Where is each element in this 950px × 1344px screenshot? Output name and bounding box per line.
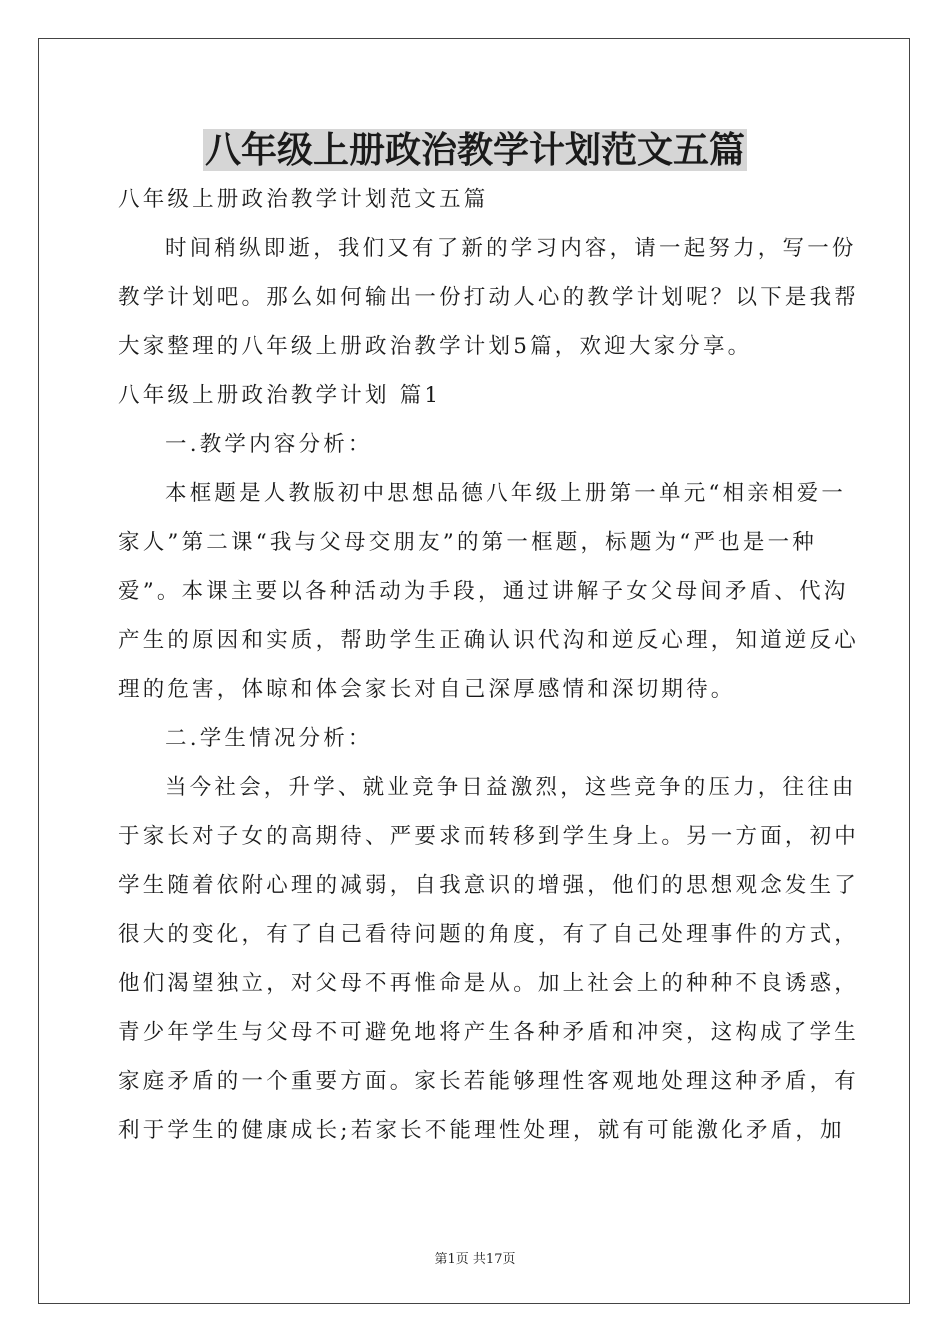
content-analysis-line: 本框题是人教版初中思想品德八年级上册第一单元“相亲相爱一 [165,481,847,506]
content-analysis-line: 理的危害，体晾和体会家长对自己深厚感情和深切期待。 [118,677,736,702]
document-body [118,175,860,1155]
document-subtitle: 八年级上册政治教学计划范文五篇 [118,187,489,212]
student-analysis-line: 利于学生的健康成长;若家长不能理性处理，就有可能激化矛盾，加 [118,1118,845,1143]
content-analysis-line: 家人”第二课“我与父母交朋友”的第一框题，标题为“严也是一种 [118,530,817,555]
content-analysis-line: 爱”。本课主要以各种活动为手段，通过讲解子女父母间矛盾、代沟 [118,579,849,604]
page-number: 第1页 共17页 [434,1252,516,1267]
student-analysis-line: 当今社会，升学、就业竞争日益激烈，这些竞争的压力，往往由 [165,775,857,800]
section-heading: 八年级上册政治教学计划 篇1 [118,383,442,408]
student-analysis-line: 家庭矛盾的一个重要方面。家长若能够理性客观地处理这种矛盾，有 [118,1069,860,1094]
heading-content-analysis: 一.教学内容分析： [165,432,373,457]
student-analysis-line: 于家长对子女的高期待、严要求而转移到学生身上。另一方面，初中 [118,824,860,849]
heading-student-analysis: 二.学生情况分析： [165,726,373,751]
page-footer [0,1248,950,1267]
student-analysis-line: 很大的变化，有了自己看待问题的角度，有了自己处理事件的方式， [118,922,860,947]
intro-line: 教学计划吧。那么如何输出一份打动人心的教学计划呢？以下是我帮 [118,285,860,310]
student-analysis-line: 青少年学生与父母不可避免地将产生各种矛盾和冲突，这构成了学生 [118,1020,860,1045]
document-title-text: 八年级上册政治教学计划范文五篇 [204,129,745,171]
student-analysis-line: 学生随着依附心理的减弱，自我意识的增强，他们的思想观念发生了 [118,873,860,898]
intro-line: 时间稍纵即逝，我们又有了新的学习内容，请一起努力，写一份 [165,236,857,261]
student-analysis-line: 他们渴望独立，对父母不再惟命是从。加上社会上的种种不良诱惑， [118,971,860,996]
document-title [0,124,950,176]
content-analysis-line: 产生的原因和实质，帮助学生正确认识代沟和逆反心理，知道逆反心 [118,628,860,653]
intro-line: 大家整理的八年级上册政治教学计划5篇，欢迎大家分享。 [118,334,753,359]
